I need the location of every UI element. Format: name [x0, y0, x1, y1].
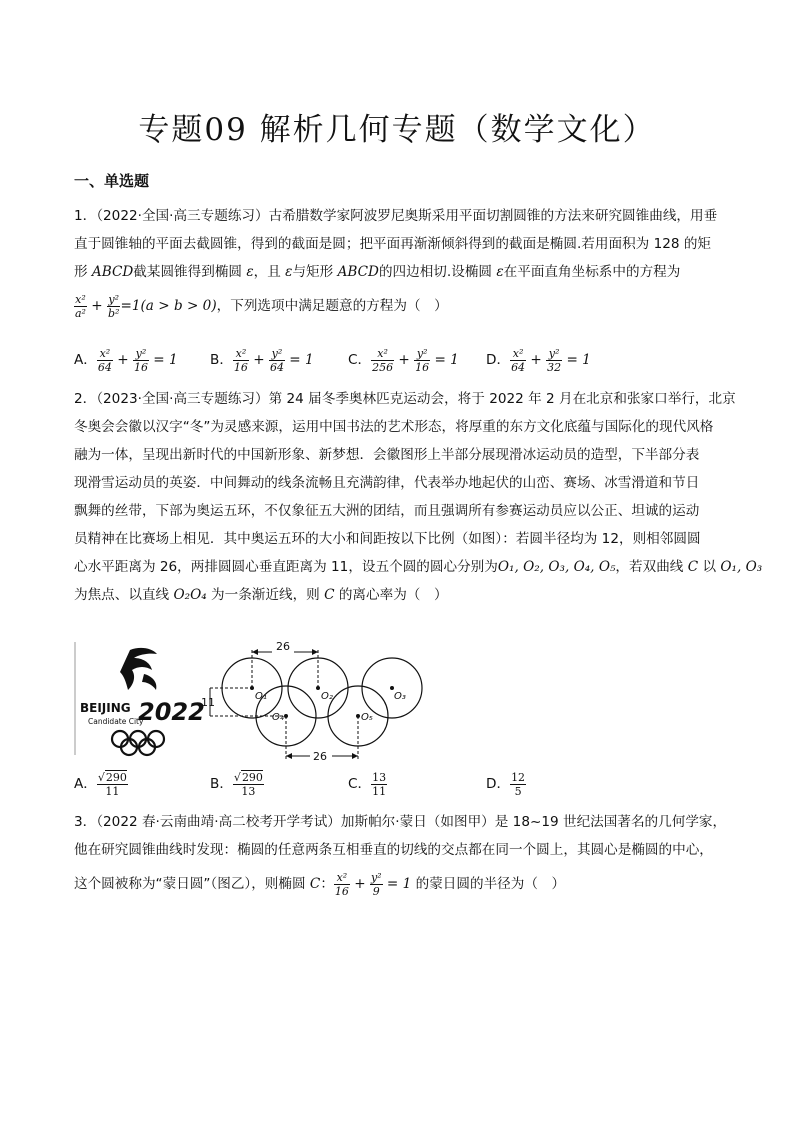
dim-label-top: 26 [276, 640, 290, 653]
q2-line-6: 员精神在比赛场上相见．其中奥运五环的大小和间距按以下比例（如图）：若圆半径均为 12，则相邻圆圆 [74, 531, 701, 547]
q1-line-1: 1．（2022·全国·高三专题练习）古希腊数学家阿波罗尼奥斯采用平面切割圆锥的方法来研究圆锥曲线，用垂 [74, 208, 718, 224]
olympic-rings-icon [112, 731, 164, 755]
center-dot [316, 686, 320, 690]
label-o3: O₃ [394, 691, 406, 702]
center-dot [250, 686, 254, 690]
arrow-head [252, 649, 258, 655]
q3-line-3: 这个圆被称为“蒙日圆”（图乙），则椭圆 C： $\frac{\text{x²}}{16}$ + $\frac{\text{y²}}{9}$ = 1 的蒙日圆的半径为（ ） [74, 870, 566, 898]
logo-year: 2022 [138, 698, 205, 726]
dim-label-left: 11 [201, 696, 215, 709]
question-2 [74, 385, 763, 609]
q2-line-5: 飘舞的丝带，下部为奥运五环，不仅象征五大洲的团结，而且强调所有参赛运动员应以公正、坦诚的运动 [74, 503, 700, 519]
fraction: $\frac{\text{y²}}{\text{b²}}$ [108, 292, 120, 320]
label-o2: O₂ [321, 691, 333, 702]
q2-option-d[interactable]: D． $\frac{12}{5}$ [486, 770, 526, 798]
fraction: $\frac{\text{x²}}{\text{a²}}$ [75, 292, 86, 320]
q2-line-8: 为焦点、以直线 O₂O₄ 为一条渐近线，则 C 的离心率为（ ） [74, 587, 448, 603]
q1-option-d[interactable]: D． $\frac{\text{x²}}{64}$ + $\frac{\text{y²}}{32}$ = 1 [486, 346, 591, 374]
center-dot [390, 686, 394, 690]
q1-option-c[interactable]: C． $\frac{\text{x²}}{256}$ + $\frac{\text{y²}}{16}$ = 1 [348, 346, 459, 374]
beijing-2022-logo [72, 640, 207, 760]
q2-option-b[interactable]: B． $\frac{√290}{13}$ [210, 771, 263, 798]
section-heading: 一、单选题 [74, 172, 150, 190]
label-o5: O₅ [361, 712, 373, 723]
q2-option-c[interactable]: C． $\frac{13}{11}$ [348, 770, 387, 798]
q2-option-a[interactable]: A． $\frac{√290}{11}$ [74, 771, 127, 798]
q1-line-2: 直于圆锥轴的平面去截圆锥，得到的截面是圆；把平面再渐渐倾斜得到的截面是椭圆.若用面积为 128 的矩 [74, 236, 712, 252]
q2-line-3: 融为一体，呈现出新时代的中国新形象、新梦想．会徽图形上半部分展现滑冰运动员的造型，下半部分表 [74, 447, 700, 463]
rings-ratio-diagram [200, 636, 440, 768]
center-dot [356, 714, 360, 718]
logo-city: BEIJING [80, 701, 131, 715]
q1-option-b[interactable]: B． $\frac{\text{x²}}{16}$ + $\frac{\text{y²}}{64}$ = 1 [210, 346, 314, 374]
question-1 [74, 202, 724, 326]
q2-line-4: 现滑雪运动员的英姿．中间舞动的线条流畅且充满韵律，代表举办地起伏的山峦、赛场、冰雪滑道和节日 [74, 475, 700, 491]
emblem-brush-stroke [142, 674, 156, 690]
q2-line-1: 2．（2023·全国·高三专题练习）第 24 届冬季奥林匹克运动会，将于 2022 年 2 月在北京和张家口举行，北京 [74, 391, 736, 407]
dim-label-bottom: 26 [313, 750, 327, 763]
label-o4: O₄ [272, 712, 284, 723]
q2-line-7: 心水平距离为 26，两排圆圆心垂直距离为 11，设五个圆的圆心分别为O₁, O₂, O₃, O₄, O₅，若双曲线 C 以 O₁, O₃ [74, 559, 763, 575]
center-dot [284, 714, 288, 718]
arrow-head [312, 649, 318, 655]
q1-line-3: 形 ABCD截某圆锥得到椭圆 ε，且 ε与矩形 ABCD的四边相切.设椭圆 ε在平面直角坐标系中的方程为 [74, 264, 681, 280]
q1-equation-line: $\frac{\text{x²}}{\text{a²}}$ + $\frac{\text{y²}}{\text{b²}}$ =1(a > b > 0)，下列选项中满足题意的方程为（ ） [75, 292, 448, 320]
question-3 [74, 808, 727, 904]
logo-subtitle: Candidate City [88, 717, 144, 726]
q1-option-a[interactable]: A． $\frac{\text{x²}}{64}$ + $\frac{\text{y²}}{16}$ = 1 [74, 346, 178, 374]
q3-line-1: 3．（2022 春·云南曲靖·高二校考开学考试）加斯帕尔·蒙日（如图甲）是 18~19 世纪法国著名的几何学家， [74, 814, 727, 830]
page-title: 专题09 解析几何专题（数学文化） [138, 112, 656, 148]
q2-line-2: 冬奥会会徽以汉字“冬”为灵感来源，运用中国书法的艺术形态，将厚重的东方文化底蕴与国际化的现代风格 [74, 419, 714, 435]
arrow-head [352, 753, 358, 759]
q3-line-2: 他在研究圆锥曲线时发现：椭圆的任意两条互相垂直的切线的交点都在同一个圆上，其圆心是椭圆的中心， [74, 842, 713, 858]
arrow-head [286, 753, 292, 759]
label-o1: O₁ [255, 691, 267, 702]
